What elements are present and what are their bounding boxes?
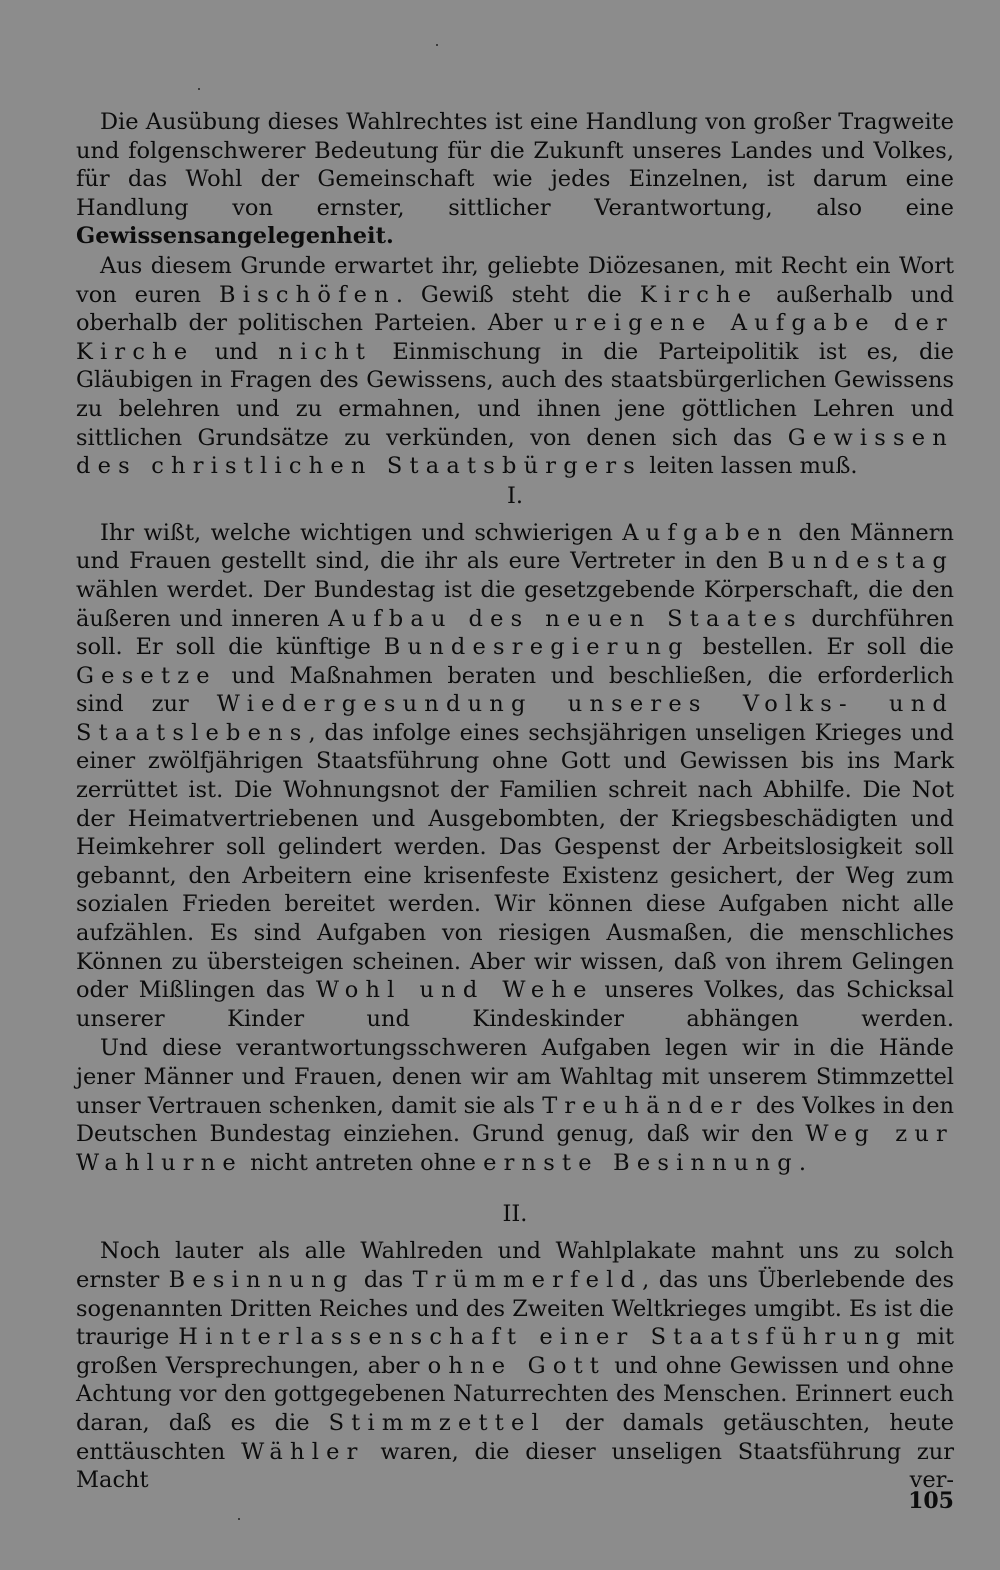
text-run: leiten lassen muß. <box>642 453 858 480</box>
emphasized-text: Hinterlassenschaft einer Staatsführung <box>178 1324 908 1351</box>
text-run: Und diese verantwortungsschweren Aufgaben legen wir in die Hände jener Männer und Frauen, denen wir am Wahltag mit unserem Stimmzettel unser Vertrauen schenken, damit sie als <box>76 1035 954 1119</box>
body-text <box>76 108 954 1495</box>
text-run: Einmischung in die Parteipolitik ist es, die Gläubigen in Fragen des Gewissens, auch des staatsbürgerlichen Gewissens zu belehren und zu ermahnen, und ihnen jene göttlichen Lehren und sittlichen Grundsätze zu verkünden, von denen sich das <box>76 338 954 451</box>
text-run: wählen werdet. Der Bundestag ist die gesetzgebende Körperschaft, die den äußeren und inneren <box>76 576 954 632</box>
print-speck <box>238 1518 240 1520</box>
paragraph <box>76 108 954 251</box>
paragraph <box>76 252 954 481</box>
text-run: Noch lauter als alle Wahlreden und Wahlplakate mahnt uns zu solch ernster <box>76 1238 954 1293</box>
text-run: außerhalb und oberhalb der politischen Parteien. Aber <box>76 281 954 337</box>
emphasized-text: Bundestag <box>767 548 954 575</box>
page-number: 105 <box>908 1488 954 1514</box>
text-run: Ihr wißt, welche wichtigen und schwierigen <box>100 519 623 546</box>
text-run: der damals getäuschten, heute enttäuschten <box>76 1409 954 1465</box>
text-run: und <box>194 338 279 365</box>
text-run: Die Ausübung dieses Wahlrechtes ist eine Handlung von großer Tragweite und folgenschwerer Bedeutung für die Zukunft unseres Landes und Volkes, für das Wohl der Gemeinschaft wie jedes Einzelnen, ist darum eine Handlung von ernster, sittlicher Verantwortung, also eine <box>76 109 954 221</box>
paragraph <box>76 519 954 1034</box>
emphasized-text: ernste Besinnung <box>483 1149 799 1176</box>
emphasized-text: Aufbau des neuen Staates <box>328 605 803 632</box>
print-speck <box>198 88 200 90</box>
emphasized-text: Gesetze <box>76 662 217 689</box>
text-run: waren, die dieser unseligen Staatsführung zur Macht ver- <box>76 1438 954 1494</box>
emphasized-text: Treuhänder <box>542 1092 749 1119</box>
emphasized-text: Bischöfen <box>218 281 396 308</box>
text-run: den Männern und Frauen gestellt sind, die ihr als eure Vertreter in den <box>76 519 954 575</box>
emphasized-text: ureigene Aufgabe der Kirche <box>76 310 954 365</box>
text-run: unseres Volkes, das Schicksal unserer Kinder und Kindeskinder abhängen werden. <box>76 977 954 1032</box>
emphasized-text: Stimmzettel <box>328 1409 546 1436</box>
text-run: bestellen. Er soll die <box>689 634 954 661</box>
paragraph <box>76 1237 954 1494</box>
section-numeral: I. <box>506 482 524 509</box>
emphasized-text: Bundesregierung <box>383 634 690 661</box>
section-numeral: II. <box>502 1201 528 1228</box>
emphasized-text: Trümmerfeld <box>412 1266 643 1293</box>
emphasized-text: ohne Gott <box>427 1352 607 1379</box>
emphasized-text: Kirche <box>639 281 759 308</box>
emphasized-text: Aufgaben <box>622 519 789 546</box>
text-run: des Volkes in den Deutschen Bundestag einziehen. Grund genug, daß wir den <box>76 1092 955 1148</box>
text-run: . Gewiß steht die <box>395 281 640 308</box>
emphasized-text: nicht <box>278 338 373 365</box>
paragraph <box>76 1034 954 1177</box>
emphasized-text: Gewissen des christlichen Staatsbürgers <box>76 424 954 480</box>
emphasized-text: Weg zur Wahlurne <box>76 1121 954 1176</box>
emphasized-text: Wohl und Wehe <box>315 977 594 1004</box>
text-run: das <box>354 1266 413 1293</box>
text-run: und Maßnahmen beraten und beschließen, die erforderlich sind zur <box>76 662 954 718</box>
text-run: durchführen soll. Er soll die künftige <box>76 605 954 661</box>
text-run: , das uns Überlebende des sogenannten Dritten Reiches und des Zweiten Weltkrieges umgibt. Es ist die traurige <box>76 1266 955 1351</box>
text-run: . <box>798 1149 807 1176</box>
text-run: mit großen Versprechungen, aber <box>76 1324 954 1379</box>
emphasized-text: Besinnung <box>168 1266 355 1293</box>
print-speck <box>436 44 438 46</box>
text-run: Aus diesem Grunde erwartet ihr, geliebte Diözesanen, mit Recht ein Wort von euren <box>76 252 954 308</box>
text-run: und ohne Gewissen und ohne Achtung vor den gottgegebenen Naturrechten des Menschen. Erinnert euch daran, daß es die <box>76 1352 954 1436</box>
emphasized-text: Wähler <box>241 1438 365 1465</box>
section-gap <box>76 1177 954 1199</box>
emphasized-text: Wiedergesundung unseres Volks- und Staatslebens <box>76 691 954 746</box>
bold-text: Gewissensangelegenheit. <box>76 223 394 250</box>
text-run: , das infolge eines sechsjährigen unseligen Krieges und einer zwölfjährigen Staatsführung ohne Gott und Gewissen bis ins Mark zerrüttet ist. Die Wohnungsnot der Familien schreit nach Abhilfe. Die Not der Heimatvertriebenen und Ausgebombten, der Kriegsbeschädigten und Heimkehrer soll gelindert werden. Das Gespenst der Arbeitslosigkeit soll gebannt, den Arbeitern eine krisenfeste Existenz gesichert, der Weg zum sozialen Frieden bereitet werden. Wir können diese Aufgaben nicht alle aufzählen. Es sind Aufgaben von riesigen Ausmaßen, die menschliches Können zu übersteigen scheinen. Aber wir wissen, daß von ihrem Gelingen oder Mißlingen das <box>76 719 954 1004</box>
text-run: nicht antreten ohne <box>242 1149 484 1176</box>
